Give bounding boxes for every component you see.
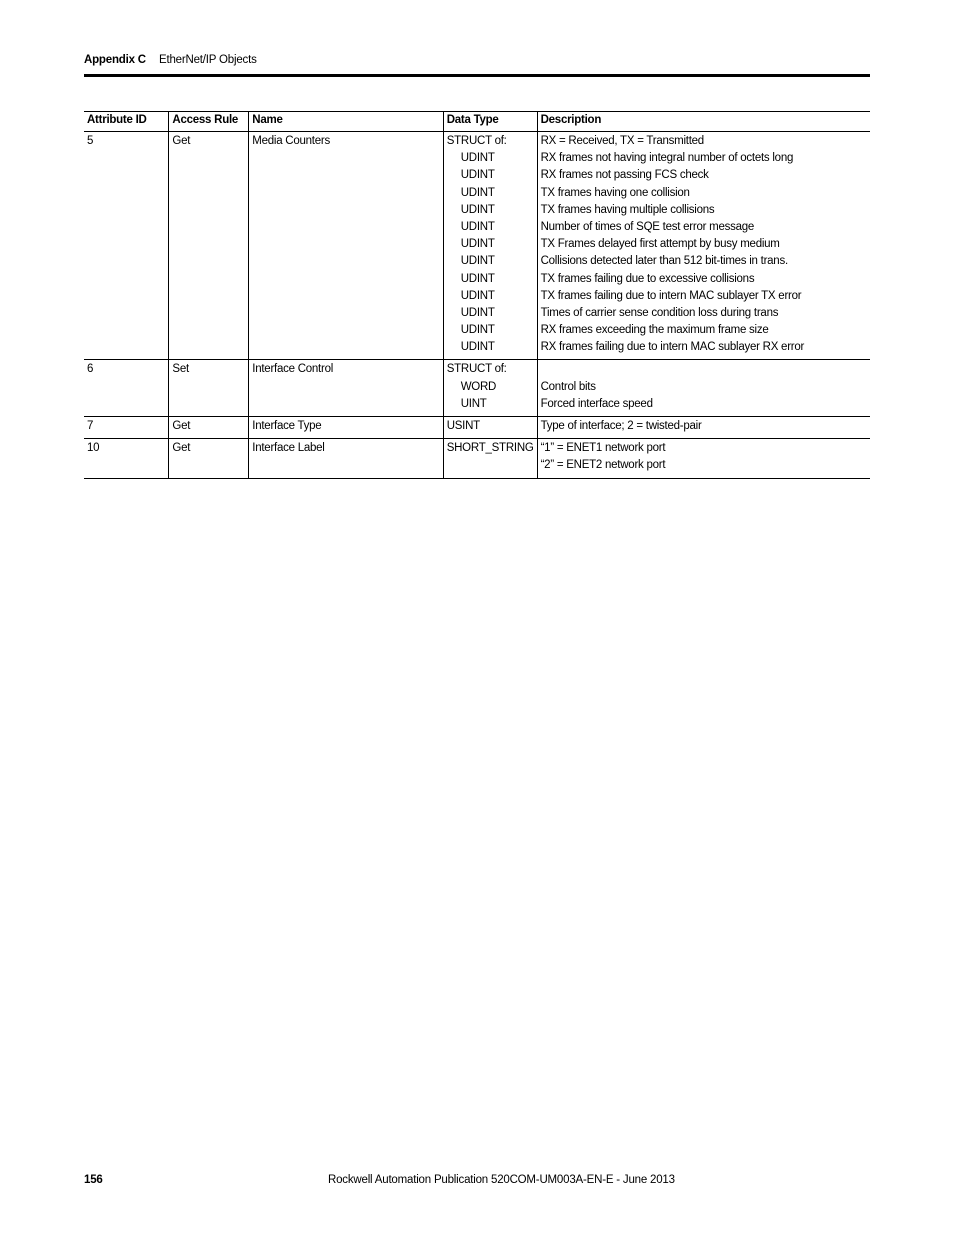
column-header-description: Description (537, 112, 870, 132)
description-line: TX frames failing due to excessive collisions (540, 272, 755, 285)
name-cell-text: Media Counters (252, 135, 330, 147)
data-type-line: UDINT (460, 255, 495, 268)
data-type-line: UDINT (460, 169, 495, 182)
description-line: TX frames failing due to intern MAC sublayer TX error (540, 289, 802, 302)
page-number: 156 (84, 1174, 103, 1186)
description-cell (537, 439, 870, 478)
description-line: Forced interface speed (540, 397, 653, 410)
attribute-table (84, 111, 870, 479)
description-line: Control bits (540, 380, 596, 393)
data-type-line: UDINT (460, 238, 495, 251)
description-line: Collisions detected later than 512 bit-times in trans. (540, 255, 788, 268)
attribute-id-cell-text: 7 (87, 420, 94, 432)
data-type-cell (443, 439, 537, 478)
column-header-name: Name (249, 112, 443, 132)
attribute-id-cell (84, 417, 169, 439)
header-rule (84, 74, 870, 77)
publication-info: Rockwell Automation Publication 520COM-UM003A-EN-E - June 2013 (328, 1174, 675, 1186)
description-cell (537, 132, 870, 360)
name-cell (249, 417, 443, 439)
description-line: RX frames not passing FCS check (540, 169, 709, 182)
data-type-line: WORD (460, 380, 497, 393)
table-row (84, 417, 870, 439)
access-rule-cell-text: Get (172, 135, 191, 147)
name-cell (249, 439, 443, 478)
attribute-id-cell-text: 10 (87, 442, 100, 455)
data-type-cell (443, 360, 537, 417)
table-row (84, 360, 870, 417)
column-header-attribute-id: Attribute ID (84, 112, 169, 132)
data-type-line: UINT (460, 397, 487, 410)
data-type-line: UDINT (460, 152, 495, 165)
access-rule-cell (169, 439, 249, 478)
description-line: “2” = ENET2 network port (540, 459, 666, 472)
attribute-id-cell-text: 5 (87, 135, 94, 147)
access-rule-cell-text: Get (172, 442, 191, 455)
description-line: Type of interface; 2 = twisted-pair (540, 420, 702, 432)
table-row (84, 439, 870, 478)
data-type-line: STRUCT of: (446, 363, 507, 376)
description-line: RX frames exceeding the maximum frame size (540, 324, 769, 337)
access-rule-cell-text: Set (172, 363, 189, 376)
data-type-line: UDINT (460, 324, 495, 337)
access-rule-cell (169, 360, 249, 417)
table-body (84, 132, 870, 479)
description-line: TX frames having multiple collisions (540, 203, 715, 216)
data-type-line: STRUCT of: (446, 135, 507, 147)
data-type-line: USINT (446, 420, 480, 432)
data-type-line: UDINT (460, 289, 495, 302)
column-header-access-rule: Access Rule (169, 112, 249, 132)
description-line: RX frames failing due to intern MAC sublayer RX error (540, 341, 805, 354)
data-type-cell (443, 417, 537, 439)
chapter-label: Appendix C (84, 54, 146, 66)
data-type-line: UDINT (460, 272, 495, 285)
data-type-line: UDINT (460, 220, 495, 233)
description-line: RX = Received, TX = Transmitted (540, 135, 704, 147)
access-rule-cell (169, 417, 249, 439)
table-header-row (84, 112, 870, 132)
attribute-id-cell (84, 439, 169, 478)
name-cell-text: Interface Label (252, 442, 325, 455)
access-rule-cell (169, 132, 249, 360)
page-header (84, 52, 870, 74)
description-line: Number of times of SQE test error message (540, 220, 755, 233)
description-line: RX frames not having integral number of octets long (540, 152, 794, 165)
data-type-cell (443, 132, 537, 360)
description-cell (537, 417, 870, 439)
table-row (84, 132, 870, 360)
description-line: TX frames having one collision (540, 186, 690, 199)
description-line (541, 361, 867, 378)
column-header-data-type: Data Type (443, 112, 537, 132)
data-type-line: UDINT (460, 306, 495, 319)
access-rule-cell-text: Get (172, 420, 191, 432)
description-line: “1” = ENET1 network port (540, 442, 666, 455)
attribute-id-cell (84, 132, 169, 360)
data-type-line: UDINT (460, 341, 495, 354)
data-type-line: SHORT_STRING (446, 442, 534, 455)
data-type-line: UDINT (460, 203, 495, 216)
attribute-id-cell-text: 6 (87, 363, 94, 376)
attribute-id-cell (84, 360, 169, 417)
name-cell-text: Interface Type (252, 420, 322, 432)
name-cell-text: Interface Control (252, 363, 334, 376)
description-line: Times of carrier sense condition loss during trans (540, 306, 779, 319)
data-type-line: UDINT (460, 186, 495, 199)
name-cell (249, 360, 443, 417)
name-cell (249, 132, 443, 360)
description-cell (537, 360, 870, 417)
section-title: EtherNet/IP Objects (159, 54, 257, 66)
description-line: TX Frames delayed first attempt by busy medium (540, 238, 780, 251)
